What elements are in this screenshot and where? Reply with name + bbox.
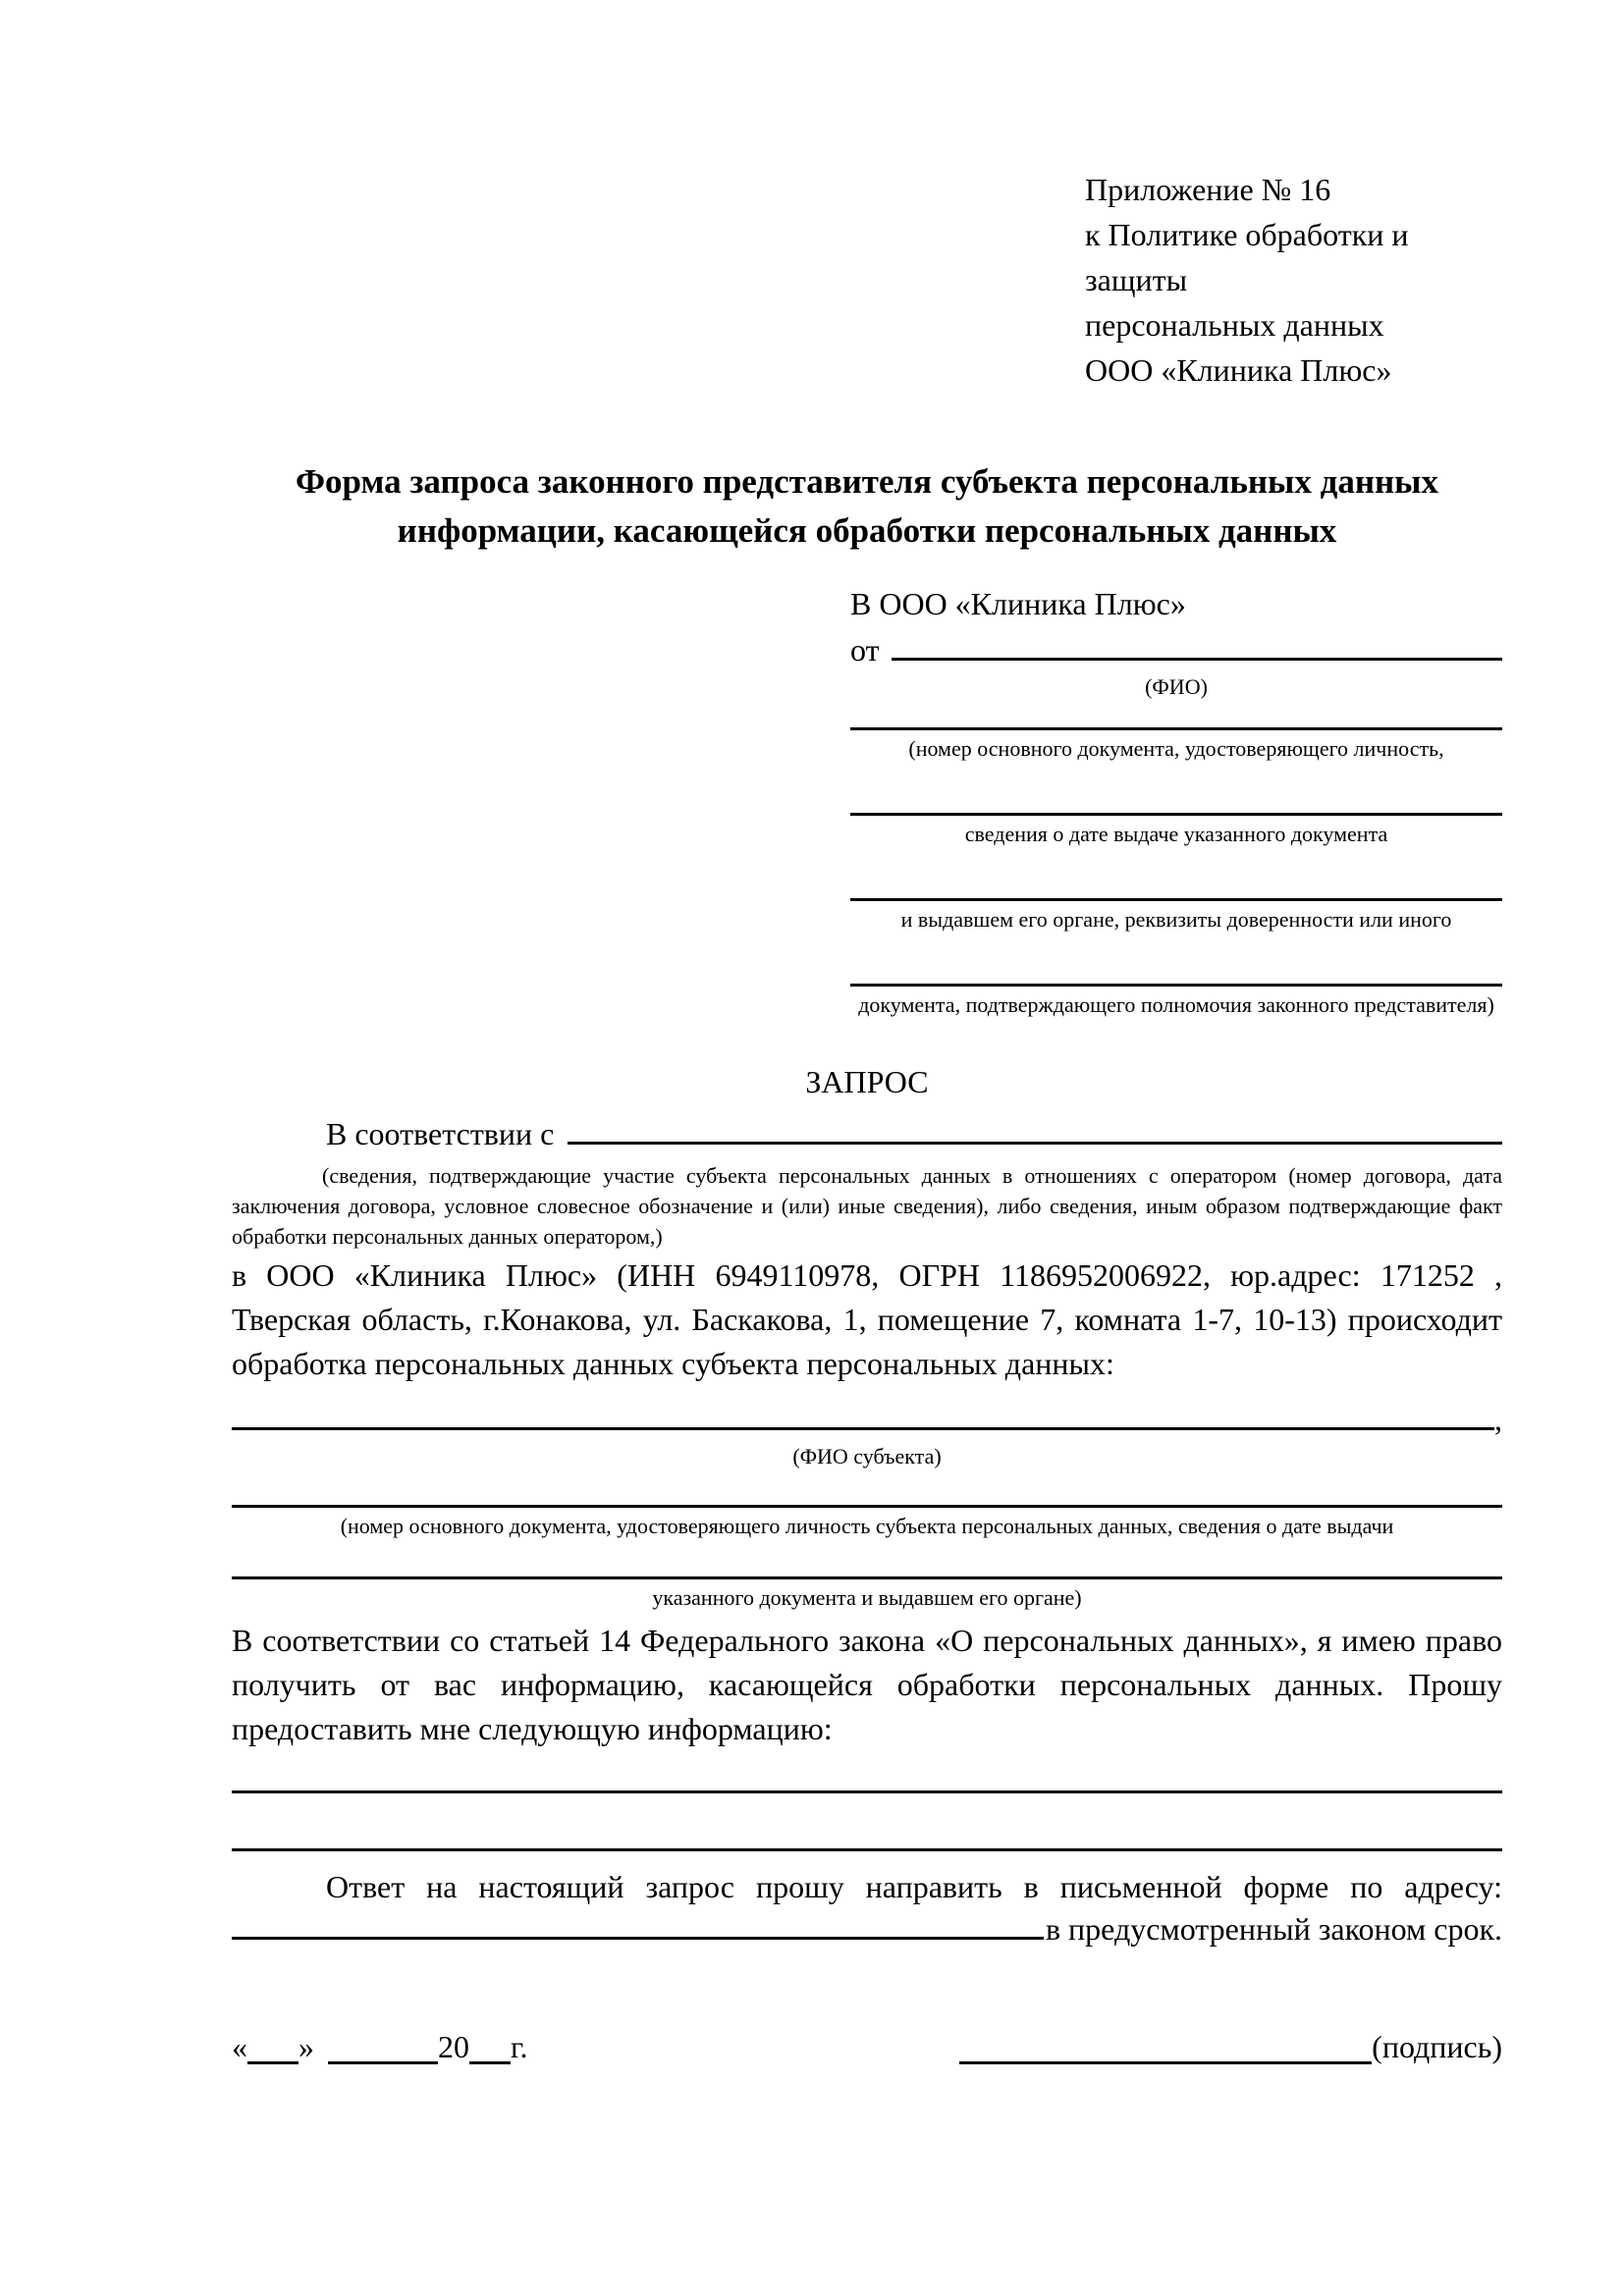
page-title-line: Форма запроса законного представителя субъекта персональных данных xyxy=(296,462,1438,501)
request-heading: ЗАПРОС xyxy=(805,1064,929,1099)
doc-number-blank-field xyxy=(850,727,1502,730)
subject-fio-comma: , xyxy=(1494,1402,1502,1437)
info-blank-field-1 xyxy=(232,1790,1502,1793)
signature-row xyxy=(232,2024,1502,2069)
date-field xyxy=(232,2024,528,2069)
answer-paragraph: Ответ на настоящий запрос прошу направить в письменной форме по адресу: xyxy=(326,1869,1502,1904)
answer-paragraph-tail: в предусмотренный законом срок. xyxy=(1045,1911,1502,1947)
subject-doc-blank-field xyxy=(232,1505,1502,1508)
signature-field xyxy=(959,2024,1502,2069)
field-caption: (номер основного документа, удостоверяющего личность, xyxy=(908,736,1444,761)
accordance-caption: (сведения, подтверждающие участие субъекта персональных данных в отношениях с оператором (номер договора, дата заключения договора, условное словесное обозначение и (или) иные сведения), либо сведения, иным образом подтверждающие факт обработки персональных данных оператором,) xyxy=(232,1163,1502,1249)
fio-blank-field xyxy=(892,658,1502,661)
annex-line: Приложение № 16 xyxy=(1085,172,1331,207)
law-paragraph: В соответствии со статьей 14 Федерального закона «О персональных данных», я имею право получить от вас информацию, касающейся обработки персональных данных. Прошу предоставить мне следующую информацию: xyxy=(232,1623,1502,1746)
year-suffix: г. xyxy=(511,2029,528,2064)
from-row xyxy=(850,632,1502,668)
field-caption: сведения о дате выдаче указанного документа xyxy=(964,822,1388,846)
year-prefix: 20 xyxy=(438,2029,469,2064)
addressee-block xyxy=(850,581,1502,1020)
field-caption: документа, подтверждающего полномочия законного представителя) xyxy=(858,992,1494,1017)
accordance-blank-field xyxy=(568,1142,1502,1145)
subject-doc-caption: (номер основного документа, удостоверяющего личность субъекта персональных данных, сведения о дате выдачи xyxy=(340,1514,1394,1538)
from-label: от xyxy=(850,632,880,667)
field-caption: и выдавшем его органе, реквизиты доверенности или иного xyxy=(900,907,1452,932)
annex-block xyxy=(1085,0,1502,393)
operator-paragraph: в ООО «Клиника Плюс» (ИНН 6949110978, ОГРН 1186952006922, юр.адрес: 171252 , Тверская область, г.Конакова, ул. Баскакова, 1, помещение 7, комната 1-7, 10-13) происходит обработка персональных данных субъекта персональных данных: xyxy=(232,1257,1502,1381)
month-blank-field xyxy=(328,2060,438,2064)
page-title-line: информации, касающейся обработки персональных данных xyxy=(397,511,1337,550)
accordance-label: В соответствии с xyxy=(326,1116,555,1151)
day-blank-field xyxy=(247,2060,298,2064)
answer-address-row xyxy=(232,1911,1502,1948)
issuing-authority-blank-field xyxy=(850,898,1502,901)
info-blank-field-2 xyxy=(232,1848,1502,1851)
subject-doc-caption-2: указанного документа и выдавшем его органе) xyxy=(652,1585,1082,1610)
signature-caption: (подпись) xyxy=(1372,2029,1502,2064)
year-blank-field xyxy=(469,2060,511,2064)
page-title xyxy=(232,457,1502,556)
accordance-row xyxy=(232,1116,1502,1152)
issue-date-blank-field xyxy=(850,813,1502,816)
quote-close: » xyxy=(298,2029,314,2064)
annex-line: персональных данных xyxy=(1085,307,1384,343)
signature-blank-field xyxy=(959,2060,1372,2064)
annex-line: к Политике обработки и защиты xyxy=(1085,217,1409,297)
subject-doc-blank-field-2 xyxy=(232,1576,1502,1579)
representative-authority-blank-field xyxy=(850,984,1502,987)
addressee-org: В ООО «Клиника Плюс» xyxy=(850,586,1186,621)
subject-fio-row xyxy=(232,1402,1502,1438)
subject-fio-caption: (ФИО субъекта) xyxy=(792,1444,942,1468)
quote-open: « xyxy=(232,2029,247,2064)
fio-caption: (ФИО) xyxy=(1145,674,1208,699)
answer-address-blank-field xyxy=(232,1937,1044,1940)
subject-fio-blank-field xyxy=(232,1427,1494,1430)
annex-line: ООО «Клиника Плюс» xyxy=(1085,352,1392,388)
